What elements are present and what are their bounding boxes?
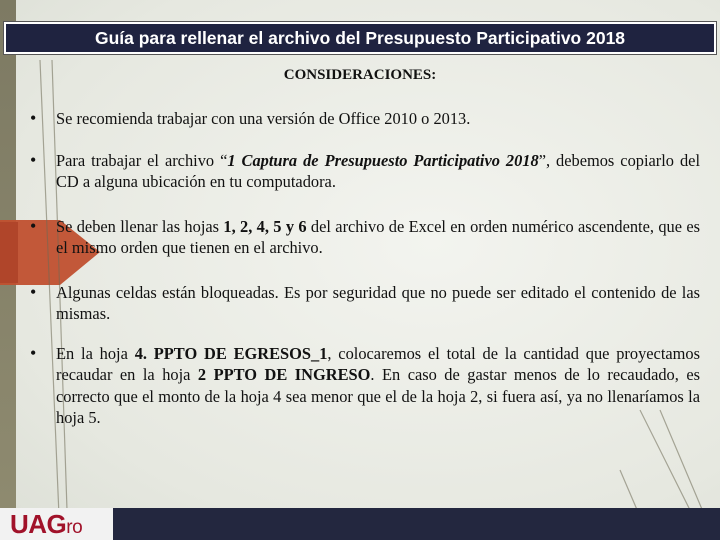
bullet-marker: • <box>30 215 37 236</box>
bullet-text: Se recomienda trabajar con una versión de Office 2010 o 2013. <box>56 109 471 128</box>
bullet-emphasis: 2 PPTO DE INGRESO <box>197 365 371 384</box>
bullet-text: , colocaremos el total de la cantidad que proyectamos recaudar en la hoja <box>56 343 700 384</box>
list-item <box>30 282 700 325</box>
bullet-text: Para trabajar el archivo “ <box>56 150 228 170</box>
logo-main-text: UAG <box>10 509 67 539</box>
bullet-text: . En caso de gastar menos de lo recaudado, es correcto que el monto de la hoja 4 sea menor que el de la hoja 2, si fuera así, ya no llenaríamos la hoja 5. <box>56 365 700 427</box>
page-title: Guía para rellenar el archivo del Presupuesto Participativo 2018 <box>94 27 626 48</box>
bullet-text: Se deben llenar las hojas <box>56 216 224 236</box>
list-item <box>30 343 700 429</box>
bullet-marker: • <box>30 342 37 363</box>
bullet-marker: • <box>30 149 37 170</box>
bullet-text: Algunas celdas están bloqueadas. Es por seguridad que no puede ser editado el contenido de las mismas. <box>56 282 700 323</box>
uagro-logo <box>10 509 82 540</box>
bullet-text: ”, debemos copiarlo del CD a alguna ubicación en tu computadora. <box>56 150 701 191</box>
section-subtitle: CONSIDERACIONES: <box>283 67 437 83</box>
logo-small-text: ro <box>66 517 83 538</box>
list-item <box>30 150 700 193</box>
bullet-text: del archivo de Excel en orden numérico ascendente, que es el mismo orden que tienen en el archivo. <box>56 216 700 257</box>
bullet-emphasis: 1 Captura de Presupuesto Participativo 2018 <box>227 150 539 170</box>
orange-arrow-tail <box>0 222 18 283</box>
title-bar <box>4 22 716 54</box>
bullet-emphasis: 4. PPTO DE EGRESOS_1 <box>134 343 328 363</box>
bullet-text: En la hoja <box>56 343 135 363</box>
list-item <box>30 216 700 259</box>
bullet-emphasis: 1, 2, 4, 5 y 6 <box>223 216 307 236</box>
bullet-marker: • <box>30 281 37 302</box>
bullet-marker: • <box>30 108 37 128</box>
bullet-list <box>30 102 700 429</box>
list-item <box>30 108 700 130</box>
